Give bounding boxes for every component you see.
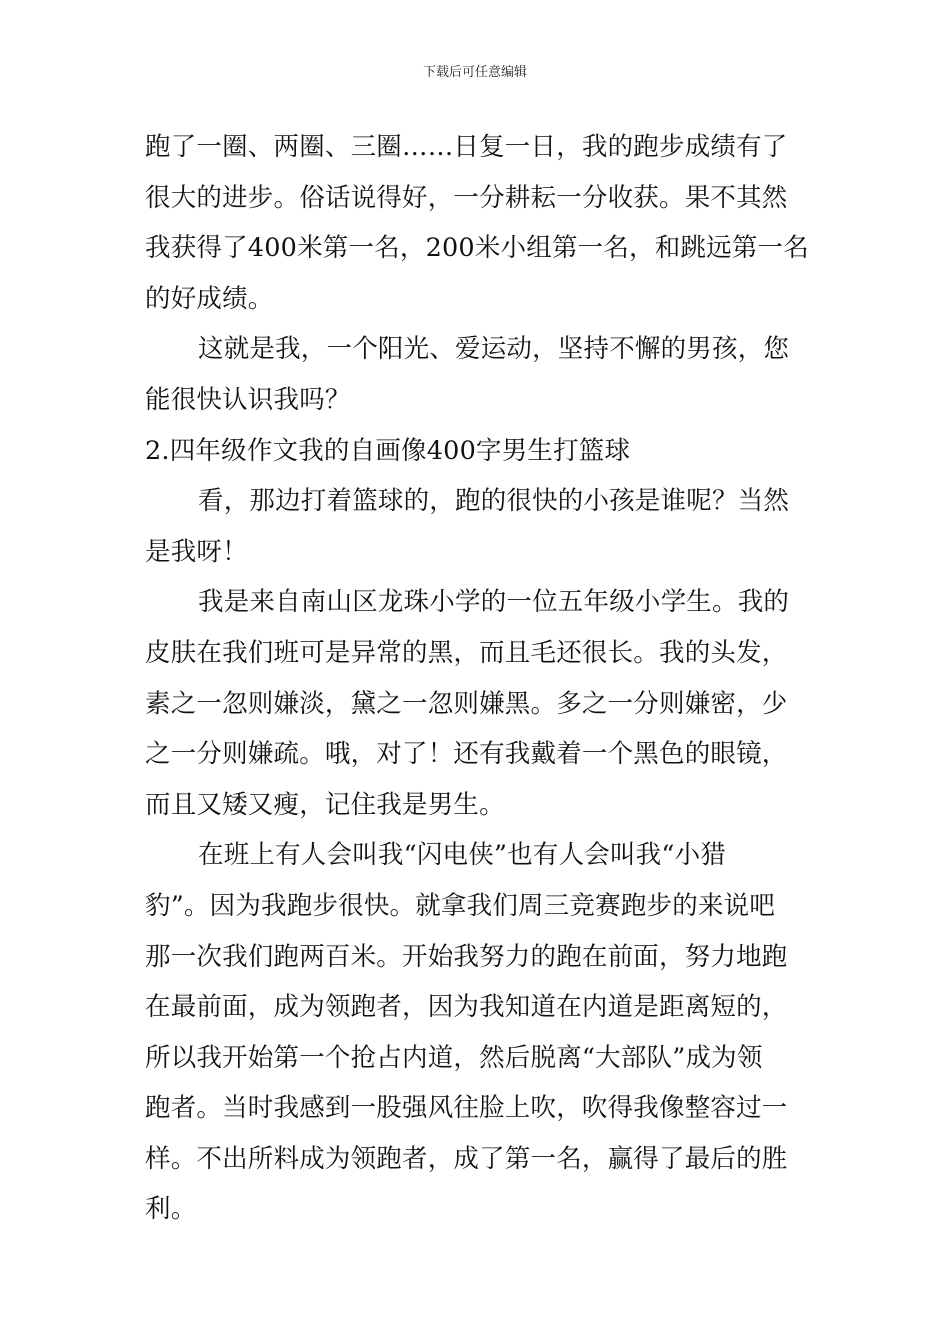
text-line: 我是来自南山区龙珠小学的一位五年级小学生。我的 <box>198 587 790 618</box>
section-heading: 2.四年级作文我的自画像400字男生打篮球 <box>145 435 631 466</box>
text-line: 跑者。当时我感到一股强风往脸上吹，吹得我像整容过一 <box>145 1093 788 1124</box>
text-line: 跑了一圈、两圈、三圈……日复一日，我的跑步成绩有了 <box>145 132 788 162</box>
text-line: 在最前面，成为领跑者，因为我知道在内道是距离短的， <box>145 992 788 1023</box>
text-line: 是我呀！ <box>145 536 248 567</box>
text-line: 之一分则嫌疏。哦，对了！还有我戴着一个黑色的眼镜， <box>145 739 788 770</box>
text-line: 很大的进步。俗话说得好，一分耕耘一分收获。果不其然 <box>145 182 788 213</box>
text-line: 豹”。因为我跑步很快。就拿我们周三竞赛跑步的来说吧 <box>145 890 776 921</box>
text-line: 皮肤在我们班可是异常的黑，而且毛还很长。我的头发， <box>145 637 788 668</box>
text-line: 所以我开始第一个抢占内道，然后脱离“大部队”成为领 <box>145 1042 763 1073</box>
text-line: 在班上有人会叫我“闪电侠”也有人会叫我“小猎 <box>198 840 727 871</box>
text-line: 样。不出所料成为领跑者，成了第一名，赢得了最后的胜 <box>145 1143 788 1174</box>
text-line: 利。 <box>145 1194 197 1225</box>
document-body <box>145 122 809 1235</box>
page-header: 下载后可任意编辑 <box>422 65 527 80</box>
text-line: 的好成绩。 <box>145 283 274 314</box>
text-line: 素之一忽则嫌淡，黛之一忽则嫌黑。多之一分则嫌密，少 <box>145 688 788 719</box>
text-line: 而且又矮又瘦，记住我是男生。 <box>145 789 505 820</box>
text-line: 那一次我们跑两百米。开始我努力的跑在前面，努力地跑 <box>145 941 788 972</box>
text-line: 这就是我，一个阳光、爱运动，坚持不懈的男孩，您 <box>198 334 790 365</box>
text-line: 看，那边打着篮球的，跑的很快的小孩是谁呢？当然 <box>198 486 790 517</box>
text-line: 我获得了400米第一名，200米小组第一名，和跳远第一名 <box>145 233 809 264</box>
text-line: 能很快认识我吗？ <box>145 384 351 415</box>
